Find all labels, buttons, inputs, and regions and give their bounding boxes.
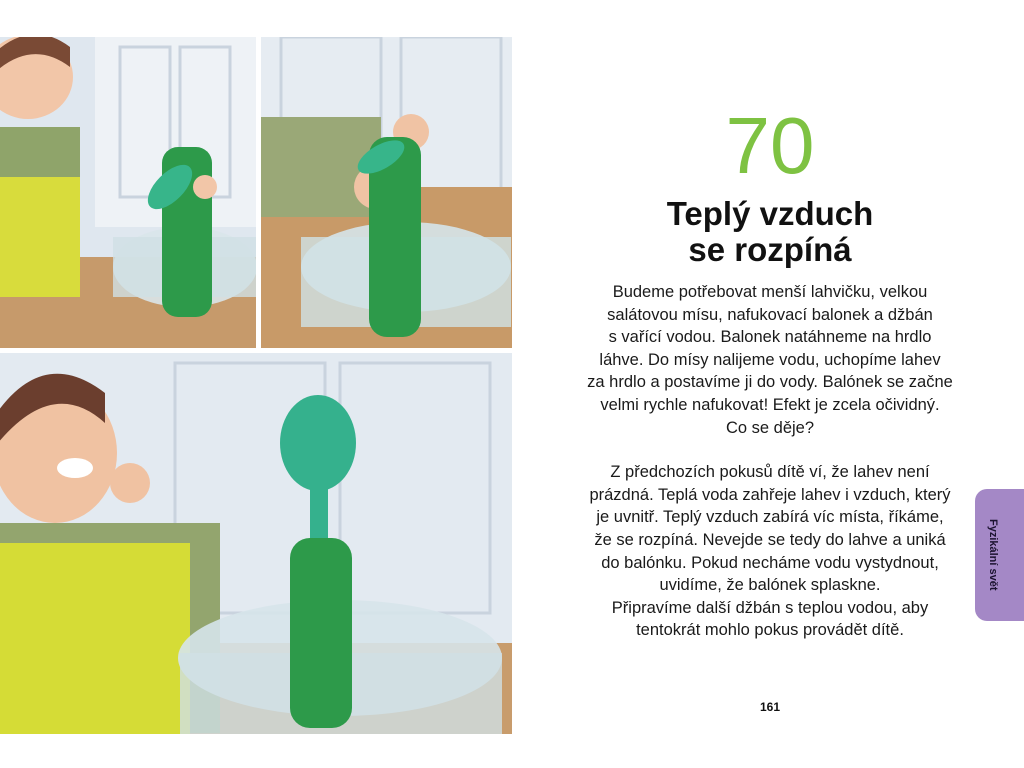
body-line: Připravíme další džbán s teplou vodou, aby [611,598,929,617]
body-line: s vařící vodou. Balonek natáhneme na hrdlo [608,328,932,347]
title-line: Teplý vzduch [666,195,874,232]
photo-balloon-inflated [0,353,512,734]
body-line: za hrdlo a postavíme ji do vody. Balónek se začne [587,373,953,392]
title-line: se rozpíná [688,231,852,268]
body-line: Co se děje? [725,418,815,437]
body-line: je uvnitř. Teplý vzduch zabírá víc místa, říkáme, [596,508,944,527]
experiment-number: 70 [725,101,815,190]
photo-bottle-in-bowl [261,37,512,348]
body-line: salátovou mísu, nafukovací balonek a džbán [607,305,933,324]
body-line: uvidíme, že balónek splaskne. [659,576,881,595]
body-line: Z předchozích pokusů dítě ví, že lahev není [610,463,930,482]
body-line: tentokrát mohlo pokus provádět dítě. [636,621,904,640]
body-line: do balónku. Pokud necháme vodu vystydnout, [601,553,939,572]
body-line: Budeme potřebovat menší lahvičku, velkou [612,283,928,301]
chapter-side-tab-label: Fyzikální svět [987,519,999,591]
experiment-title [600,196,940,268]
body-line: prázdná. Teplá voda zahřeje lahev i vzduch, který [589,485,951,504]
body-line: láhve. Do mísy nalijeme vodu, uchopíme lahev [599,350,941,369]
chapter-side-tab [975,489,1024,621]
body-line: že se rozpíná. Nevejde se tedy do lahve a uniká [594,530,946,549]
page-number: 161 [759,700,781,714]
paragraph-gap [578,439,962,461]
body-text [578,281,962,642]
photo-child-stretching-balloon [0,37,256,348]
body-line: velmi rychle nafukovat! Efekt je zcela očividný. [600,395,940,414]
